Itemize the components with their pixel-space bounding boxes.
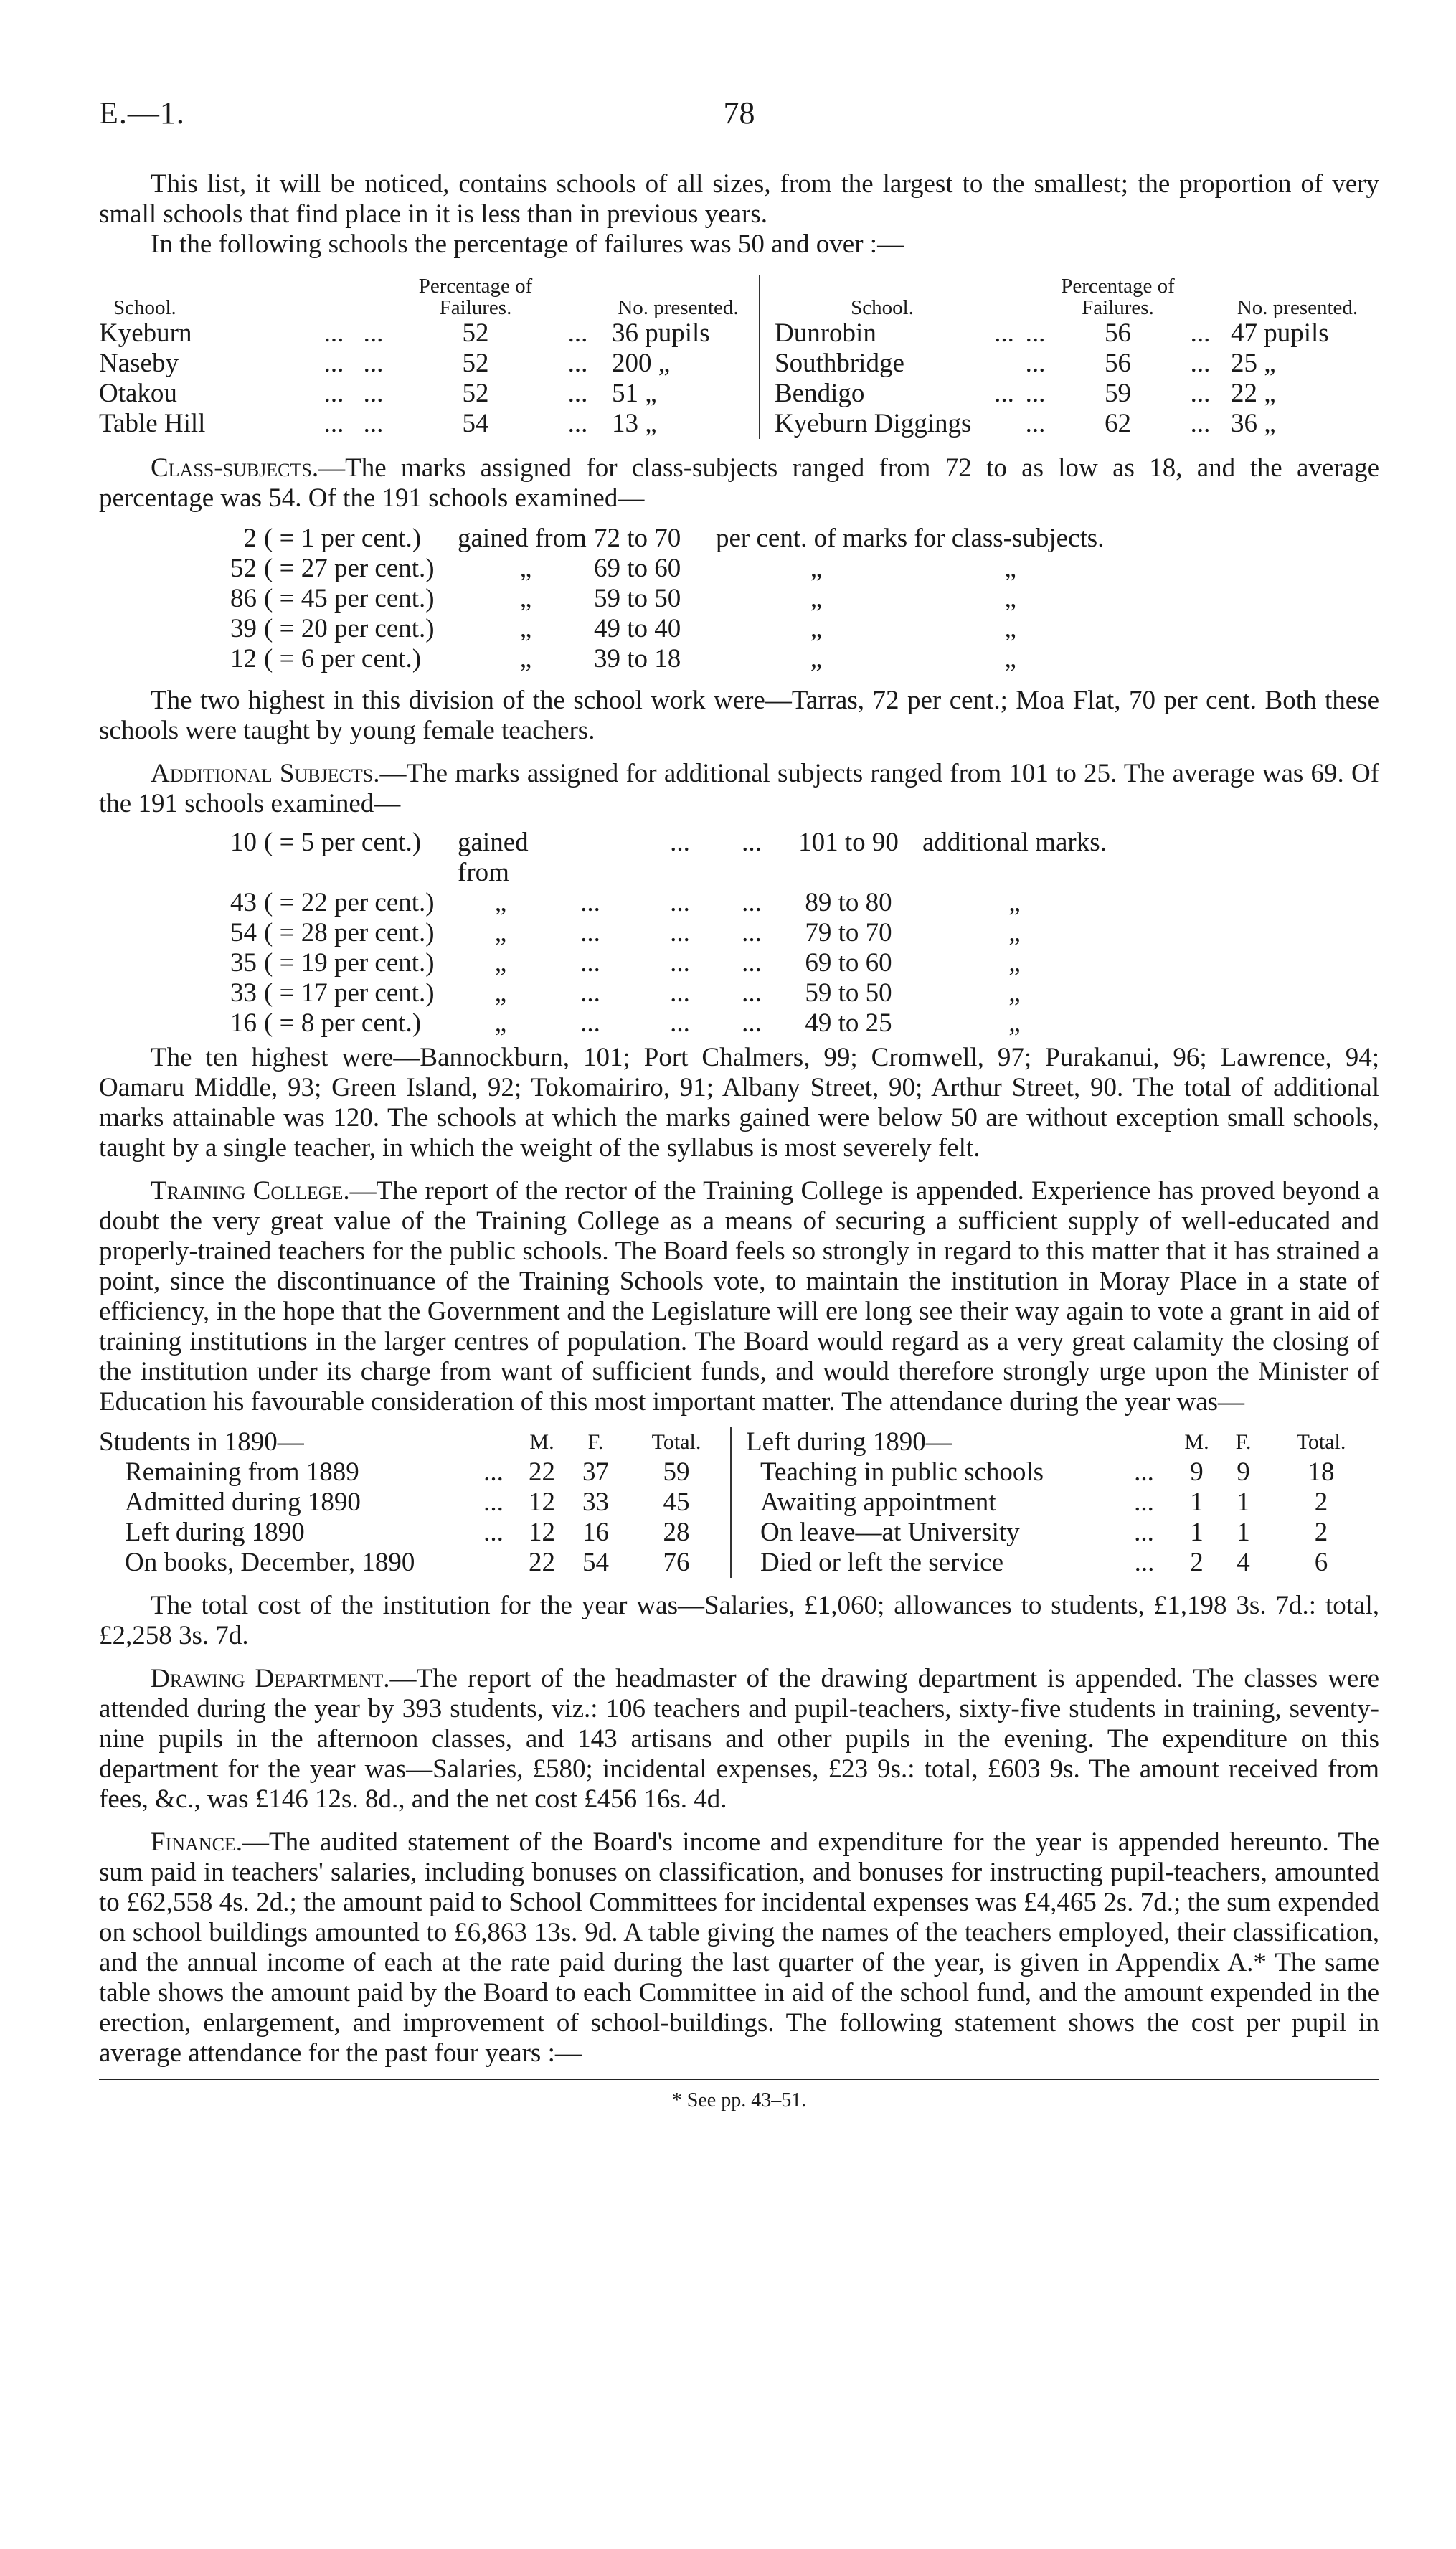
attendance-row: [731, 1518, 1379, 1548]
school-count: 39: [230, 614, 257, 643]
count-total: 18: [1308, 1457, 1335, 1487]
leader-dots: ...: [742, 918, 762, 947]
percentage-of-schools: ( = 19 per cent.): [264, 948, 435, 978]
drawing-department-heading: Drawing Department.: [151, 1664, 390, 1693]
failure-row: [99, 409, 759, 439]
attendance-students-title: Students in 1890—: [99, 1427, 304, 1457]
failure-percentage: 59: [1105, 379, 1131, 408]
school-count: 43: [230, 888, 257, 917]
leader-dots: ...: [363, 349, 384, 378]
attendance-row: [731, 1488, 1379, 1518]
count-male: 22: [529, 1457, 555, 1487]
attendance-row: [99, 1457, 730, 1488]
failure-percentage: 54: [462, 409, 489, 438]
count-male: 12: [529, 1518, 555, 1547]
additional-subjects-paragraph: [99, 759, 1379, 819]
gained-label: „: [519, 584, 532, 613]
school-count: 33: [230, 978, 257, 1008]
finance-heading: Finance.: [151, 1827, 243, 1857]
leader-dots: ...: [567, 349, 588, 378]
leader-dots: ...: [580, 918, 600, 947]
percentage-of-schools: ( = 1 per cent.): [264, 524, 422, 553]
additional-subjects-text: —The marks assigned for additional subjects ranged from 101 to 25. The average was 69. Of the 191 schools examined—: [99, 759, 1379, 818]
leader-dots: ...: [323, 409, 344, 438]
leader-dots: ...: [323, 349, 344, 378]
attendance-row: [99, 1518, 730, 1548]
leader-dots: ...: [1025, 349, 1046, 378]
leader-dots: ...: [363, 409, 384, 438]
school-name: Southbridge: [775, 349, 904, 378]
page-header: [99, 95, 1379, 138]
school-name: Bendigo: [775, 379, 865, 408]
class-subjects-row: [214, 524, 1104, 554]
leader-dots: ...: [483, 1488, 504, 1517]
leader-dots: ...: [670, 828, 690, 857]
count-total: 76: [663, 1548, 690, 1577]
school-count: 16: [230, 1008, 257, 1038]
count-total: 45: [663, 1488, 690, 1517]
class-subjects-heading: Class-subjects.: [151, 453, 319, 483]
school-name: Table Hill: [99, 409, 206, 438]
attendance-row: [99, 1548, 730, 1578]
count-female: 37: [582, 1457, 609, 1487]
gained-label: „: [494, 948, 507, 978]
col-presented: No. presented.: [618, 296, 739, 319]
footnote-divider: [99, 2079, 1379, 2080]
failures-table-right: [759, 275, 1379, 439]
count-female: 9: [1237, 1457, 1250, 1487]
marks-range: 69 to 60: [805, 948, 892, 978]
count-male: 1: [1190, 1518, 1204, 1547]
leader-dots: ...: [1134, 1548, 1155, 1577]
additional-subjects-row: [214, 1008, 1107, 1039]
additional-subjects-row: [214, 888, 1107, 918]
class-subjects-note: The two highest in this division of the school work were—Tarras, 72 per cent.; Moa Flat, 70 per cent. Both these schools were taught by young female teachers.: [99, 686, 1379, 745]
additional-subjects-row: [214, 918, 1107, 948]
leader-dots: ...: [363, 318, 384, 348]
leader-dots: ...: [363, 379, 384, 408]
leader-dots: ...: [1190, 349, 1211, 378]
attendance-label: Teaching in public schools: [760, 1457, 1044, 1487]
leader-dots: ...: [994, 318, 1014, 348]
marks-range: 69 to 60: [594, 554, 681, 583]
school-name: Otakou: [99, 379, 177, 408]
number-presented: 22 „: [1231, 379, 1276, 408]
footnote: * See pp. 43–51.: [671, 2089, 807, 2111]
failures-table: [99, 275, 1379, 439]
marks-note: per cent. of marks for class-subjects.: [716, 524, 1105, 553]
failure-row: [760, 409, 1379, 439]
leader-dots: ...: [994, 379, 1014, 408]
count-female: 33: [582, 1488, 609, 1517]
intro-paragraph: This list, it will be noticed, contains schools of all sizes, from the largest to the smallest; the proportion of very small schools that find place in it is less than in previous years.: [99, 169, 1379, 229]
marks-note: „: [1008, 948, 1021, 978]
marks-note: „: [1008, 918, 1021, 947]
count-female: 16: [582, 1518, 609, 1547]
school-count: 2: [243, 524, 257, 553]
intro-lead: In the following schools the percentage of failures was 50 and over :—: [151, 230, 904, 259]
attendance-row: [99, 1488, 730, 1518]
percentage-of-schools: ( = 45 per cent.): [264, 584, 435, 613]
col-f: F.: [1235, 1430, 1252, 1454]
school-count: 10: [230, 828, 257, 857]
training-college-text: —The report of the rector of the Training College is appended. Experience has proved beyond a doubt the very great value of the Training College as a means of securing a sufficient supply of well-educated and properly-trained teachers for the public schools. The Board feels so strongly in regard to this matter that it has strained a point, since the discontinuance of the Training Schools vote, to maintain the institution in Moray Place in a state of efficiency, in the hope that the Government and the Legislature will ere long see their way again to vote a grant in aid of training institutions in the larger centres of population. The Board would regard as a very great calamity the closing of the institution under its charge from want of sufficient funds, and would therefore strongly urge upon the Minister of Education his favourable consideration of this most important matter. The attendance during the year was—: [99, 1176, 1379, 1417]
leader-dots: [472, 1548, 515, 1578]
leader-dots: ...: [1134, 1488, 1154, 1517]
count-male: 22: [529, 1548, 555, 1577]
count-total: 28: [663, 1518, 690, 1547]
finance-paragraph: [99, 1827, 1379, 2068]
leader-dots: ...: [742, 948, 762, 978]
leader-dots: ...: [567, 379, 588, 408]
percentage-of-schools: ( = 8 per cent.): [264, 1008, 422, 1038]
attendance-students: [99, 1427, 730, 1578]
col-m: M.: [1184, 1430, 1209, 1454]
gained-label: „: [494, 888, 507, 917]
leader-dots: ...: [670, 888, 690, 917]
ditto-mark: „: [810, 644, 823, 673]
number-presented: 47 pupils: [1231, 318, 1329, 348]
attendance-label: Awaiting appointment: [760, 1488, 996, 1517]
failure-percentage: 52: [462, 379, 489, 408]
attendance-label: Died or left the service: [760, 1548, 1004, 1577]
marks-note: „: [1008, 978, 1021, 1008]
failure-percentage: 62: [1105, 409, 1131, 438]
gained-label: „: [494, 1008, 507, 1038]
leader-dots: ...: [670, 948, 690, 978]
number-presented: 36 „: [1231, 409, 1276, 438]
additional-subjects-row: [214, 948, 1107, 978]
leader-dots: ...: [580, 888, 600, 917]
marks-range: 49 to 40: [594, 614, 681, 643]
leader-dots: ...: [580, 1008, 600, 1038]
col-f: F.: [587, 1430, 604, 1454]
col-presented: No. presented.: [1237, 296, 1358, 319]
additional-subjects-heading: Additional Subjects.: [151, 759, 380, 788]
col-total: Total.: [651, 1430, 701, 1454]
number-presented: 51 „: [612, 379, 657, 408]
ditto-mark: „: [1004, 644, 1016, 673]
marks-range: 101 to 90: [798, 828, 899, 857]
attendance-label: Left during 1890: [125, 1518, 305, 1547]
drawing-department-text: —The report of the headmaster of the drawing department is appended. The classes were attended during the year by 393 students, viz.: 106 teachers and pupil-teachers, sixty-five students in training, seventy-nine pupils in the afternoon classes, and 143 artisans and other pupils in the evening. The expenditure on this department for the year was—Salaries, £580; incidental expenses, £23 9s.: total, £603 9s. The amount received from fees, &c., was £146 12s. 8d., and the net cost £456 16s. 4d.: [99, 1664, 1379, 1814]
percentage-of-schools: ( = 27 per cent.): [264, 554, 435, 583]
percentage-of-schools: ( = 5 per cent.): [264, 828, 422, 857]
failure-percentage: 52: [462, 318, 489, 348]
leader-dots: ...: [567, 318, 588, 348]
leader-dots: ...: [1190, 379, 1211, 408]
class-subjects-row: [214, 644, 1104, 674]
school-name: Naseby: [99, 349, 179, 378]
leader-dots: ...: [1025, 318, 1046, 348]
leader-dots: [544, 828, 637, 888]
school-name: Kyeburn: [99, 318, 192, 348]
attendance-row: [731, 1548, 1379, 1578]
leader-dots: ...: [670, 978, 690, 1008]
gained-label: „: [519, 614, 532, 643]
failure-row: [99, 349, 759, 379]
ditto-mark: „: [1004, 554, 1016, 583]
gained-label: gained from: [458, 828, 529, 887]
class-subjects-paragraph: [99, 453, 1379, 514]
leader-dots: ...: [483, 1518, 504, 1547]
leader-dots: ...: [483, 1457, 504, 1487]
ditto-mark: „: [1004, 584, 1016, 613]
ditto-mark: „: [810, 554, 823, 583]
leader-dots: ...: [1134, 1518, 1154, 1547]
ditto-mark: „: [810, 584, 823, 613]
additional-subjects-table: [214, 828, 1107, 1039]
percentage-of-schools: ( = 17 per cent.): [264, 978, 435, 1008]
col-school: School.: [851, 296, 914, 319]
class-subjects-table: [214, 524, 1104, 674]
attendance-table: [99, 1427, 1379, 1578]
leader-dots: ...: [670, 918, 690, 947]
percentage-of-schools: ( = 28 per cent.): [264, 918, 435, 947]
attendance-label: On books, December, 1890: [125, 1548, 415, 1577]
training-college-heading: Training College.: [151, 1176, 350, 1206]
training-college-paragraph: [99, 1176, 1379, 1417]
school-count: 54: [230, 918, 257, 947]
count-female: 4: [1237, 1548, 1250, 1577]
count-male: 9: [1190, 1457, 1204, 1487]
marks-range: 89 to 80: [805, 888, 892, 917]
attendance-label: Remaining from 1889: [125, 1457, 359, 1487]
school-name: Dunrobin: [775, 318, 876, 348]
page-number: 78: [723, 95, 755, 131]
marks-note: additional marks.: [922, 828, 1107, 857]
drawing-department-paragraph: [99, 1664, 1379, 1815]
col-percentage: Percentage of Failures.: [1061, 275, 1175, 319]
school-name: Kyeburn Diggings: [775, 409, 972, 438]
number-presented: 25 „: [1231, 349, 1276, 378]
leader-dots: [990, 409, 1019, 439]
leader-dots: ...: [670, 1008, 690, 1038]
class-subjects-row: [214, 554, 1104, 584]
leader-dots: ...: [580, 978, 600, 1008]
ditto-mark: „: [1004, 614, 1016, 643]
gained-label: „: [494, 918, 507, 947]
col-school: School.: [113, 296, 176, 319]
page-body: [99, 169, 1379, 2116]
leader-dots: ...: [742, 978, 762, 1008]
failures-table-left: [99, 275, 759, 439]
attendance-label: Admitted during 1890: [125, 1488, 361, 1517]
gained-label: gained from: [458, 524, 587, 553]
leader-dots: ...: [1190, 318, 1211, 348]
leader-dots: ...: [580, 948, 600, 978]
number-presented: 200 „: [612, 349, 671, 378]
failure-row: [760, 379, 1379, 409]
marks-note: „: [1008, 888, 1021, 917]
leader-dots: ...: [742, 1008, 762, 1038]
marks-range: 59 to 50: [594, 584, 681, 613]
leader-dots: ...: [742, 828, 762, 857]
percentage-of-schools: ( = 6 per cent.): [264, 644, 422, 673]
failure-percentage: 52: [462, 349, 489, 378]
gained-label: „: [494, 978, 507, 1008]
class-subjects-text: —The marks assigned for class-subjects ranged from 72 to as low as 18, and the average percentage was 54. Of the 191 schools examined—: [99, 453, 1379, 513]
leader-dots: ...: [323, 318, 344, 348]
school-count: 35: [230, 948, 257, 978]
leader-dots: ...: [1025, 409, 1046, 438]
number-presented: 36 pupils: [612, 318, 710, 348]
marks-range: 72 to 70: [594, 524, 681, 553]
marks-range: 49 to 25: [805, 1008, 892, 1038]
count-total: 6: [1314, 1548, 1328, 1577]
report-reference: E.—1.: [99, 95, 185, 131]
count-female: 54: [582, 1548, 609, 1577]
failure-row: [760, 349, 1379, 379]
failure-row: [99, 318, 759, 349]
number-presented: 13 „: [612, 409, 657, 438]
leader-dots: [990, 349, 1019, 379]
school-count: 86: [230, 584, 257, 613]
percentage-of-schools: ( = 22 per cent.): [264, 888, 435, 917]
training-cost-paragraph: The total cost of the institution for the year was—Salaries, £1,060; allowances to students, £1,198 3s. 7d.: total, £2,258 3s. 7d.: [99, 1591, 1379, 1650]
attendance-row: [731, 1457, 1379, 1488]
count-total: 59: [663, 1457, 690, 1487]
marks-range: 59 to 50: [805, 978, 892, 1008]
leader-dots: ...: [323, 379, 344, 408]
school-count: 12: [230, 644, 257, 673]
additional-subjects-row: [214, 978, 1107, 1008]
marks-note: „: [1008, 1008, 1021, 1038]
col-total: Total.: [1296, 1430, 1346, 1454]
ditto-mark: „: [810, 614, 823, 643]
attendance-left-during: [730, 1427, 1379, 1578]
count-total: 2: [1314, 1488, 1328, 1517]
class-subjects-row: [214, 614, 1104, 644]
leader-dots: ...: [742, 888, 762, 917]
attendance-label: On leave—at University: [760, 1518, 1020, 1547]
additional-subjects-row: [214, 828, 1107, 888]
count-male: 2: [1190, 1548, 1204, 1577]
count-female: 1: [1237, 1488, 1250, 1517]
attendance-left-title: Left during 1890—: [746, 1427, 952, 1457]
marks-range: 79 to 70: [805, 918, 892, 947]
leader-dots: ...: [1025, 379, 1046, 408]
failure-row: [99, 379, 759, 409]
count-total: 2: [1314, 1518, 1328, 1547]
count-male: 1: [1190, 1488, 1204, 1517]
gained-label: „: [519, 644, 532, 673]
percentage-of-schools: ( = 20 per cent.): [264, 614, 435, 643]
marks-range: 39 to 18: [594, 644, 681, 673]
class-subjects-row: [214, 584, 1104, 614]
leader-dots: ...: [1190, 409, 1211, 438]
col-m: M.: [529, 1430, 554, 1454]
finance-text: —The audited statement of the Board's income and expenditure for the year is appended hereunto. The sum paid in teachers' salaries, including bonuses on classification, and bonuses for instructing pupil-teachers, amounted to £62,558 4s. 2d.; the amount paid to School Committees for incidental expenses was £4,465 2s. 7d.; the sum expended on school buildings amounted to £6,863 13s. 9d. A table giving the names of the teachers employed, their classification, and the annual income of each at the rate paid during the last quarter of the year, is given in Appendix A.* The same table shows the amount paid by the Board to each Committee in aid of the school fund, and the amount expended in the erection, enlargement, and improvement of school-buildings. The following statement shows the cost per pupil in average attendance for the past four years :—: [99, 1827, 1379, 2068]
failure-percentage: 56: [1105, 349, 1131, 378]
failure-row: [760, 318, 1379, 349]
additional-subjects-note: The ten highest were—Bannockburn, 101; Port Chalmers, 99; Cromwell, 97; Purakanui, 96; Lawrence, 94; Oamaru Middle, 93; Green Island, 92; Tokomairiro, 91; Albany Street, 90; Arthur Street, 90. The total of additional marks attainable was 120. The schools at which the marks gained were below 50 are without exception small schools, taught by a single teacher, in which the weight of the syllabus is most severely felt.: [99, 1043, 1379, 1163]
leader-dots: ...: [567, 409, 588, 438]
col-percentage: Percentage of Failures.: [418, 275, 533, 319]
school-count: 52: [230, 554, 257, 583]
leader-dots: ...: [1134, 1457, 1154, 1487]
failure-percentage: 56: [1105, 318, 1131, 348]
count-male: 12: [529, 1488, 555, 1517]
count-female: 1: [1237, 1518, 1250, 1547]
gained-label: „: [519, 554, 532, 583]
